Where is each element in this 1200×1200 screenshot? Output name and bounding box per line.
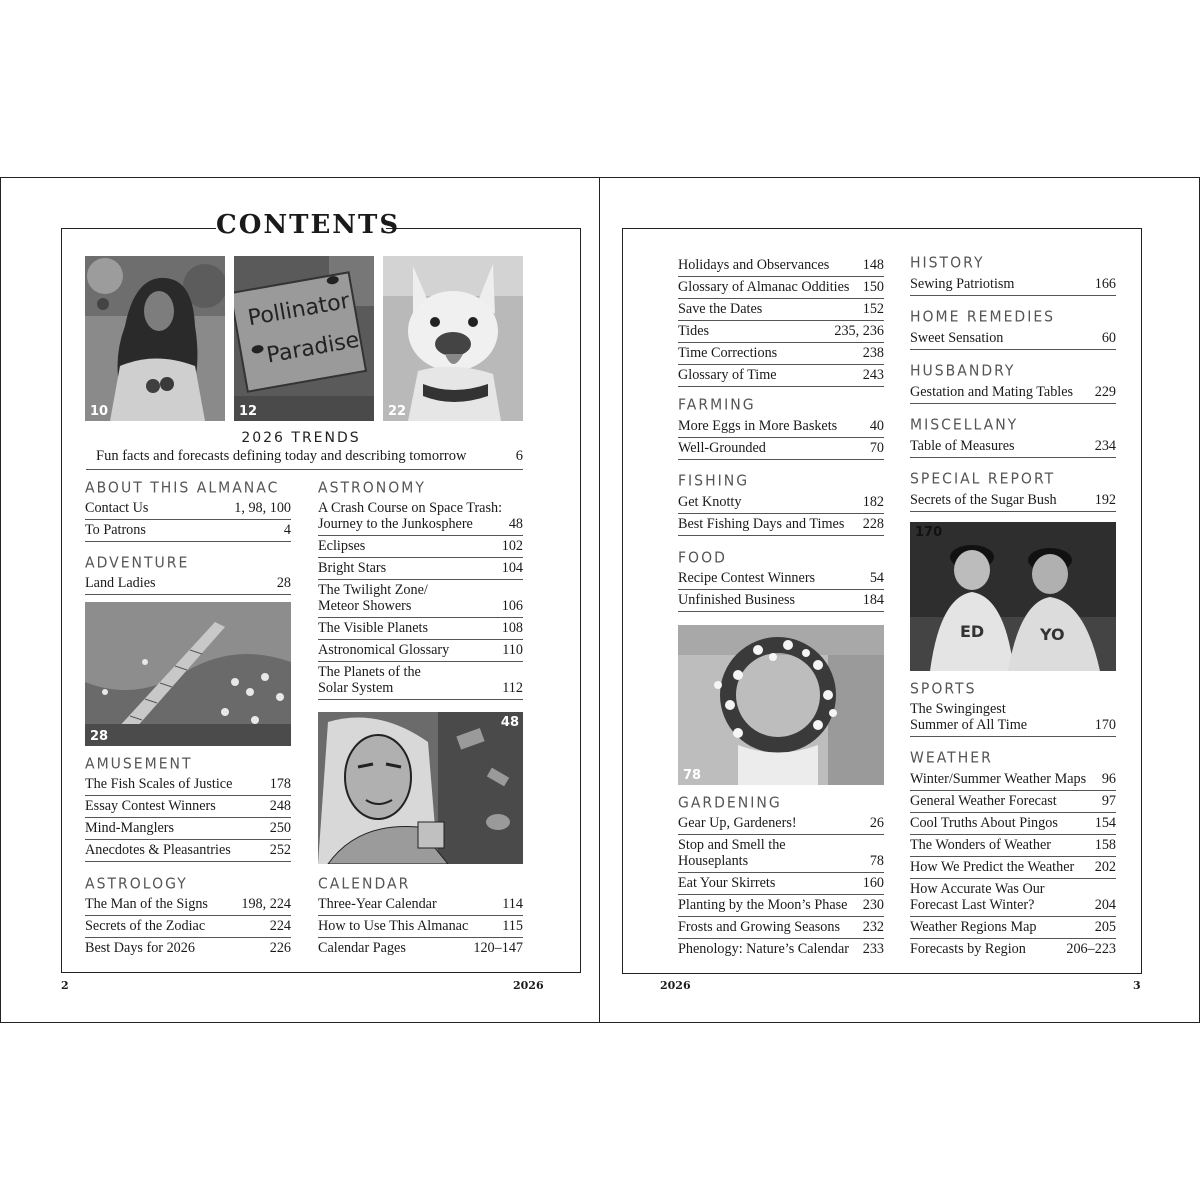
entry-page: 96 — [1101, 771, 1116, 787]
entry-page: 150 — [862, 279, 884, 295]
entry-title: The Twilight Zone/ Meteor Showers — [318, 582, 428, 614]
toc-entry[interactable] — [85, 937, 291, 959]
toc-entry[interactable] — [85, 773, 291, 796]
running-footer-year: 2026 — [660, 979, 691, 992]
entry-title: Phenology: Nature’s Calendar — [678, 941, 849, 957]
entry-page: 178 — [269, 776, 291, 792]
entry-title: The Planets of the Solar System — [318, 664, 421, 696]
toc-entry[interactable] — [678, 364, 884, 387]
toc-entry[interactable] — [85, 497, 291, 520]
entry-page: 40 — [869, 418, 884, 434]
toc-entry[interactable] — [85, 839, 291, 862]
entry-title: Sweet Sensation — [910, 330, 1004, 346]
photo-page-number: 10 — [90, 404, 109, 419]
entry-title: General Weather Forecast — [910, 793, 1057, 809]
section-heading-history: HISTORY — [910, 254, 985, 272]
entry-title: More Eggs in More Baskets — [678, 418, 838, 434]
entry-title: The Visible Planets — [318, 620, 429, 636]
svg-text:ED: ED — [960, 622, 985, 641]
section-heading-astrology: ASTROLOGY — [85, 875, 188, 893]
toc-entry[interactable] — [318, 639, 523, 662]
section-heading-husbandry: HUSBANDRY — [910, 362, 1016, 380]
toc-entry[interactable] — [318, 497, 523, 536]
entry-page: 54 — [869, 570, 884, 586]
toc-entry[interactable] — [678, 812, 884, 835]
trends-heading: 2026 TRENDS — [241, 430, 361, 446]
entry-title: The Man of the Signs — [85, 896, 208, 912]
section-heading-astronomy: ASTRONOMY — [318, 479, 426, 497]
toc-entry[interactable] — [910, 273, 1116, 296]
entry-page: 204 — [1094, 897, 1116, 913]
entry-title: How Accurate Was Our Forecast Last Winter? — [910, 881, 1045, 913]
entry-title: Tides — [678, 323, 710, 339]
toc-entry[interactable] — [910, 812, 1116, 835]
entry-title: Anecdotes & Pleasantries — [85, 842, 231, 858]
toc-entry[interactable] — [910, 790, 1116, 813]
photo-page-number: 28 — [90, 729, 109, 744]
entry-page: 182 — [862, 494, 884, 510]
toc-entry[interactable] — [678, 276, 884, 299]
toc-entry[interactable] — [678, 491, 884, 514]
entry-title: How We Predict the Weather — [910, 859, 1075, 875]
toc-entry[interactable] — [678, 342, 884, 365]
toc-entry[interactable] — [910, 435, 1116, 458]
entry-page: 202 — [1094, 859, 1116, 875]
photo-girl-apples — [85, 256, 225, 421]
entry-page: 230 — [862, 897, 884, 913]
entry-title: Planting by the Moon’s Phase — [678, 897, 848, 913]
page-number: 2 — [61, 979, 69, 992]
entry-page: 243 — [862, 367, 884, 383]
section-heading-farming: FARMING — [678, 396, 756, 414]
entry-title: Forecasts by Region — [910, 941, 1026, 957]
entry-title: To Patrons — [85, 522, 146, 538]
entry-page: 226 — [269, 940, 291, 956]
toc-entry[interactable] — [910, 916, 1116, 939]
entry-title: Glossary of Almanac Oddities — [678, 279, 850, 295]
toc-entry[interactable] — [910, 856, 1116, 879]
photo-page-number: 48 — [500, 715, 519, 730]
entry-page: 60 — [1101, 330, 1116, 346]
entry-page: 6 — [515, 448, 523, 464]
entry-page: 110 — [502, 642, 523, 658]
photo-page-number: 170 — [915, 525, 943, 540]
entry-page: 160 — [862, 875, 884, 891]
section-heading-fishing: FISHING — [678, 472, 750, 490]
entry-title: The Fish Scales of Justice — [85, 776, 233, 792]
section-heading-sports: SPORTS — [910, 680, 977, 698]
entry-title: Stop and Smell the Houseplants — [678, 837, 786, 869]
entry-page: 205 — [1094, 919, 1116, 935]
entry-page: 115 — [502, 918, 523, 934]
entry-page: 102 — [501, 538, 523, 554]
toc-entry[interactable] — [678, 320, 884, 343]
entry-title: Bright Stars — [318, 560, 387, 576]
entry-page: 28 — [276, 575, 291, 591]
entry-page: 192 — [1094, 492, 1116, 508]
entry-page: 198, 224 — [241, 896, 291, 912]
running-footer-year: 2026 — [513, 979, 544, 992]
entry-title: Glossary of Time — [678, 367, 777, 383]
svg-text:YO: YO — [1040, 625, 1065, 644]
entry-title: Three-Year Calendar — [318, 896, 437, 912]
entry-title: Sewing Patriotism — [910, 276, 1015, 292]
section-heading-calendar: CALENDAR — [318, 875, 411, 893]
entry-title: Fun facts and forecasts defining today and describing tomorrow — [96, 448, 467, 464]
entry-title: Land Ladies — [85, 575, 156, 591]
left-page — [0, 178, 600, 1022]
section-heading-food: FOOD — [678, 549, 727, 567]
section-heading-home-remedies: HOME REMEDIES — [910, 308, 1056, 326]
entry-page: 4 — [283, 522, 291, 538]
toc-entry[interactable] — [678, 589, 884, 612]
entry-title: Save the Dates — [678, 301, 763, 317]
toc-entry[interactable] — [85, 795, 291, 818]
entry-page: 120–147 — [473, 940, 523, 956]
entry-page: 112 — [502, 680, 523, 696]
entry-page: 48 — [508, 516, 523, 532]
section-heading-adventure: ADVENTURE — [85, 554, 190, 572]
photo-page-number: 22 — [388, 404, 407, 419]
entry-page: 26 — [869, 815, 884, 831]
entry-title: Recipe Contest Winners — [678, 570, 816, 586]
entry-page: 250 — [269, 820, 291, 836]
entry-page: 148 — [862, 257, 884, 273]
entry-title: Contact Us — [85, 500, 149, 516]
entry-page: 70 — [869, 440, 884, 456]
entry-title: Holidays and Observances — [678, 257, 830, 273]
entry-page: 234 — [1094, 438, 1116, 454]
entry-title: Secrets of the Sugar Bush — [910, 492, 1057, 508]
entry-page: 1, 98, 100 — [234, 500, 291, 516]
toc-entry[interactable] — [318, 579, 523, 618]
section-heading-amusement: AMUSEMENT — [85, 755, 193, 773]
section-heading-special-report: SPECIAL REPORT — [910, 470, 1056, 488]
photo-garden-stairs — [85, 602, 291, 746]
entry-title: Calendar Pages — [318, 940, 406, 956]
entry-page: 152 — [862, 301, 884, 317]
photo-baseball-players — [910, 522, 1116, 671]
photo-page-number: 12 — [239, 404, 258, 419]
entry-page: 238 — [862, 345, 884, 361]
entry-title: Winter/Summer Weather Maps — [910, 771, 1087, 787]
entry-page: 248 — [269, 798, 291, 814]
entry-page: 229 — [1094, 384, 1116, 400]
entry-page: 206–223 — [1066, 941, 1116, 957]
toc-entry[interactable] — [678, 513, 884, 536]
entry-title: How to Use This Almanac — [318, 918, 469, 934]
section-heading-gardening: GARDENING — [678, 794, 782, 812]
toc-entry[interactable] — [318, 893, 523, 916]
entry-title: Eat Your Skirrets — [678, 875, 776, 891]
entry-page: 252 — [269, 842, 291, 858]
toc-entry[interactable] — [910, 698, 1116, 737]
entry-title: Time Corrections — [678, 345, 778, 361]
entry-title: Unfinished Business — [678, 592, 796, 608]
entry-page: 154 — [1094, 815, 1116, 831]
entry-title: Get Knotty — [678, 494, 742, 510]
book-spread — [0, 177, 1200, 1023]
entry-title: Mind-Manglers — [85, 820, 175, 836]
entry-title: Eclipses — [318, 538, 366, 554]
toc-entry[interactable] — [85, 572, 291, 595]
toc-entry[interactable] — [678, 938, 884, 960]
toc-entry[interactable] — [910, 834, 1116, 857]
toc-entry[interactable] — [318, 915, 523, 938]
entry-title: Well-Grounded — [678, 440, 766, 456]
toc-entry[interactable] — [318, 661, 523, 700]
entry-title: A Crash Course on Space Trash: Journey to the Junkosphere — [318, 500, 503, 532]
entry-title: The Swingingest Summer of All Time — [910, 701, 1028, 733]
toc-entry[interactable] — [678, 567, 884, 590]
entry-page: 233 — [862, 941, 884, 957]
entry-title: Gear Up, Gardeners! — [678, 815, 797, 831]
toc-entry[interactable] — [318, 617, 523, 640]
toc-entry[interactable] — [85, 817, 291, 840]
toc-entry[interactable] — [678, 872, 884, 895]
entry-title: Cool Truths About Pingos — [910, 815, 1058, 831]
entry-title: Frosts and Growing Seasons — [678, 919, 840, 935]
toc-entry[interactable] — [678, 894, 884, 917]
entry-page: 228 — [862, 516, 884, 532]
entry-page: 224 — [269, 918, 291, 934]
entry-title: Secrets of the Zodiac — [85, 918, 206, 934]
section-heading-about: ABOUT THIS ALMANAC — [85, 479, 280, 497]
entry-page: 184 — [862, 592, 884, 608]
section-heading-weather: WEATHER — [910, 749, 993, 767]
entry-page: 97 — [1101, 793, 1116, 809]
toc-entry[interactable] — [910, 878, 1116, 917]
toc-entry[interactable] — [318, 557, 523, 580]
entry-title: Best Fishing Days and Times — [678, 516, 845, 532]
page-number: 3 — [1133, 979, 1141, 992]
photo-bulldog — [383, 256, 523, 421]
photo-pollinator-sign — [234, 256, 374, 421]
section-heading-miscellany: MISCELLANY — [910, 416, 1019, 434]
toc-entry[interactable] — [318, 535, 523, 558]
entry-page: 235, 236 — [834, 323, 884, 339]
toc-entry[interactable] — [910, 327, 1116, 350]
entry-page: 114 — [502, 896, 523, 912]
entry-title: Weather Regions Map — [910, 919, 1037, 935]
entry-page: 108 — [501, 620, 523, 636]
entry-title: Gestation and Mating Tables — [910, 384, 1074, 400]
toc-entry[interactable] — [678, 916, 884, 939]
entry-title: Table of Measures — [910, 438, 1015, 454]
entry-title: The Wonders of Weather — [910, 837, 1051, 853]
photo-astronaut-illustration — [318, 712, 523, 864]
svg-text:Pollinator: Pollinator — [246, 288, 352, 332]
entry-page: 166 — [1094, 276, 1116, 292]
entry-page: 170 — [1094, 717, 1116, 733]
photo-flower-wreath — [678, 625, 884, 785]
trends-entry[interactable] — [86, 448, 523, 470]
toc-entry[interactable] — [678, 298, 884, 321]
page-title: CONTENTS — [216, 210, 401, 240]
toc-entry[interactable] — [318, 937, 523, 959]
entry-page: 106 — [501, 598, 523, 614]
toc-entry[interactable] — [678, 254, 884, 277]
toc-entry[interactable] — [85, 893, 291, 916]
entry-title: Essay Contest Winners — [85, 798, 216, 814]
right-page — [600, 178, 1200, 1022]
toc-entry[interactable] — [678, 834, 884, 873]
toc-entry[interactable] — [910, 768, 1116, 791]
toc-entry[interactable] — [678, 437, 884, 460]
toc-entry[interactable] — [85, 519, 291, 542]
entry-title: Astronomical Glossary — [318, 642, 450, 658]
entry-page: 78 — [869, 853, 884, 869]
photo-page-number: 78 — [683, 768, 702, 783]
svg-text:Paradise: Paradise — [264, 327, 362, 369]
entry-page: 104 — [501, 560, 523, 576]
toc-entry[interactable] — [85, 915, 291, 938]
toc-entry[interactable] — [910, 938, 1116, 960]
entry-title: Best Days for 2026 — [85, 940, 195, 956]
toc-entry[interactable] — [910, 489, 1116, 512]
entry-page: 158 — [1094, 837, 1116, 853]
toc-entry[interactable] — [678, 415, 884, 438]
toc-entry[interactable] — [910, 381, 1116, 404]
entry-page: 232 — [862, 919, 884, 935]
